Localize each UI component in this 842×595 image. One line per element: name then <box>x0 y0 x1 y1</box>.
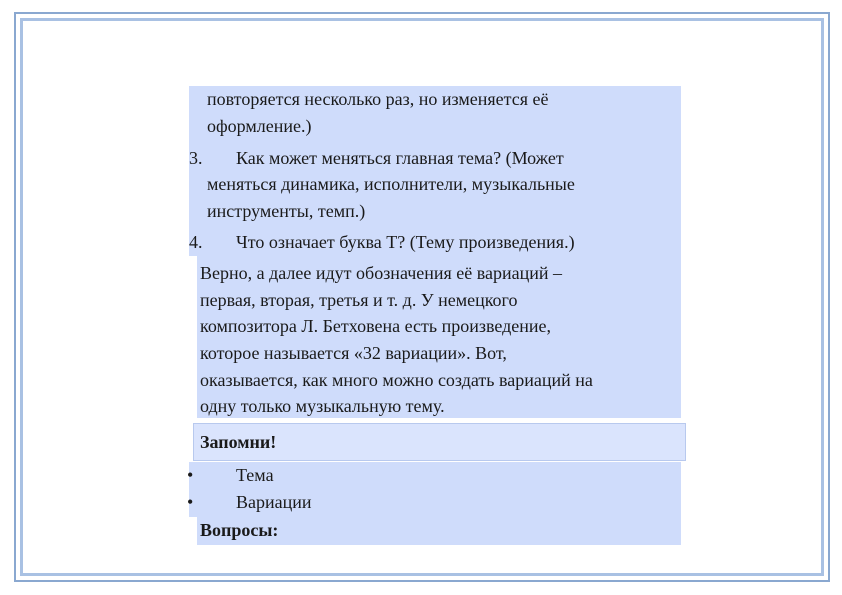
question-3-line-2: меняться динамика, исполнители, музыкальные <box>207 174 575 194</box>
bullet-icon: • <box>187 492 194 512</box>
remember-callout <box>193 423 686 461</box>
paragraph-line: которое называется «32 вариации». Вот, <box>200 343 507 363</box>
paragraph-line: одну только музыкальную тему. <box>200 396 445 416</box>
question-4-line-1: Что означает буква Т? (Тему произведения.) <box>236 232 575 252</box>
paragraph-line: первая, вторая, третья и т. д. У немецкого <box>200 290 518 310</box>
paragraph-line: Верно, а далее идут обозначения её вариаций – <box>200 263 563 283</box>
bullet-item-label: Тема <box>236 465 274 485</box>
paragraph-line: оказывается, как много можно создать вариаций на <box>200 370 593 390</box>
paragraph-line: композитора Л. Бетховена есть произведение, <box>200 316 552 336</box>
intro-line-1: повторяется несколько раз, но изменяется её <box>207 89 549 109</box>
intro-line-2: оформление.) <box>207 116 312 136</box>
questions-heading: Вопросы: <box>200 520 279 540</box>
question-3-line-3: инструменты, темп.) <box>207 201 366 221</box>
remember-label: Запомни! <box>200 432 277 452</box>
question-number: 4. <box>189 232 203 252</box>
bullet-item-label: Вариации <box>236 492 312 512</box>
question-3-line-1: Как может меняться главная тема? (Может <box>236 148 564 168</box>
question-number: 3. <box>189 148 203 168</box>
bullet-icon: • <box>187 465 194 485</box>
